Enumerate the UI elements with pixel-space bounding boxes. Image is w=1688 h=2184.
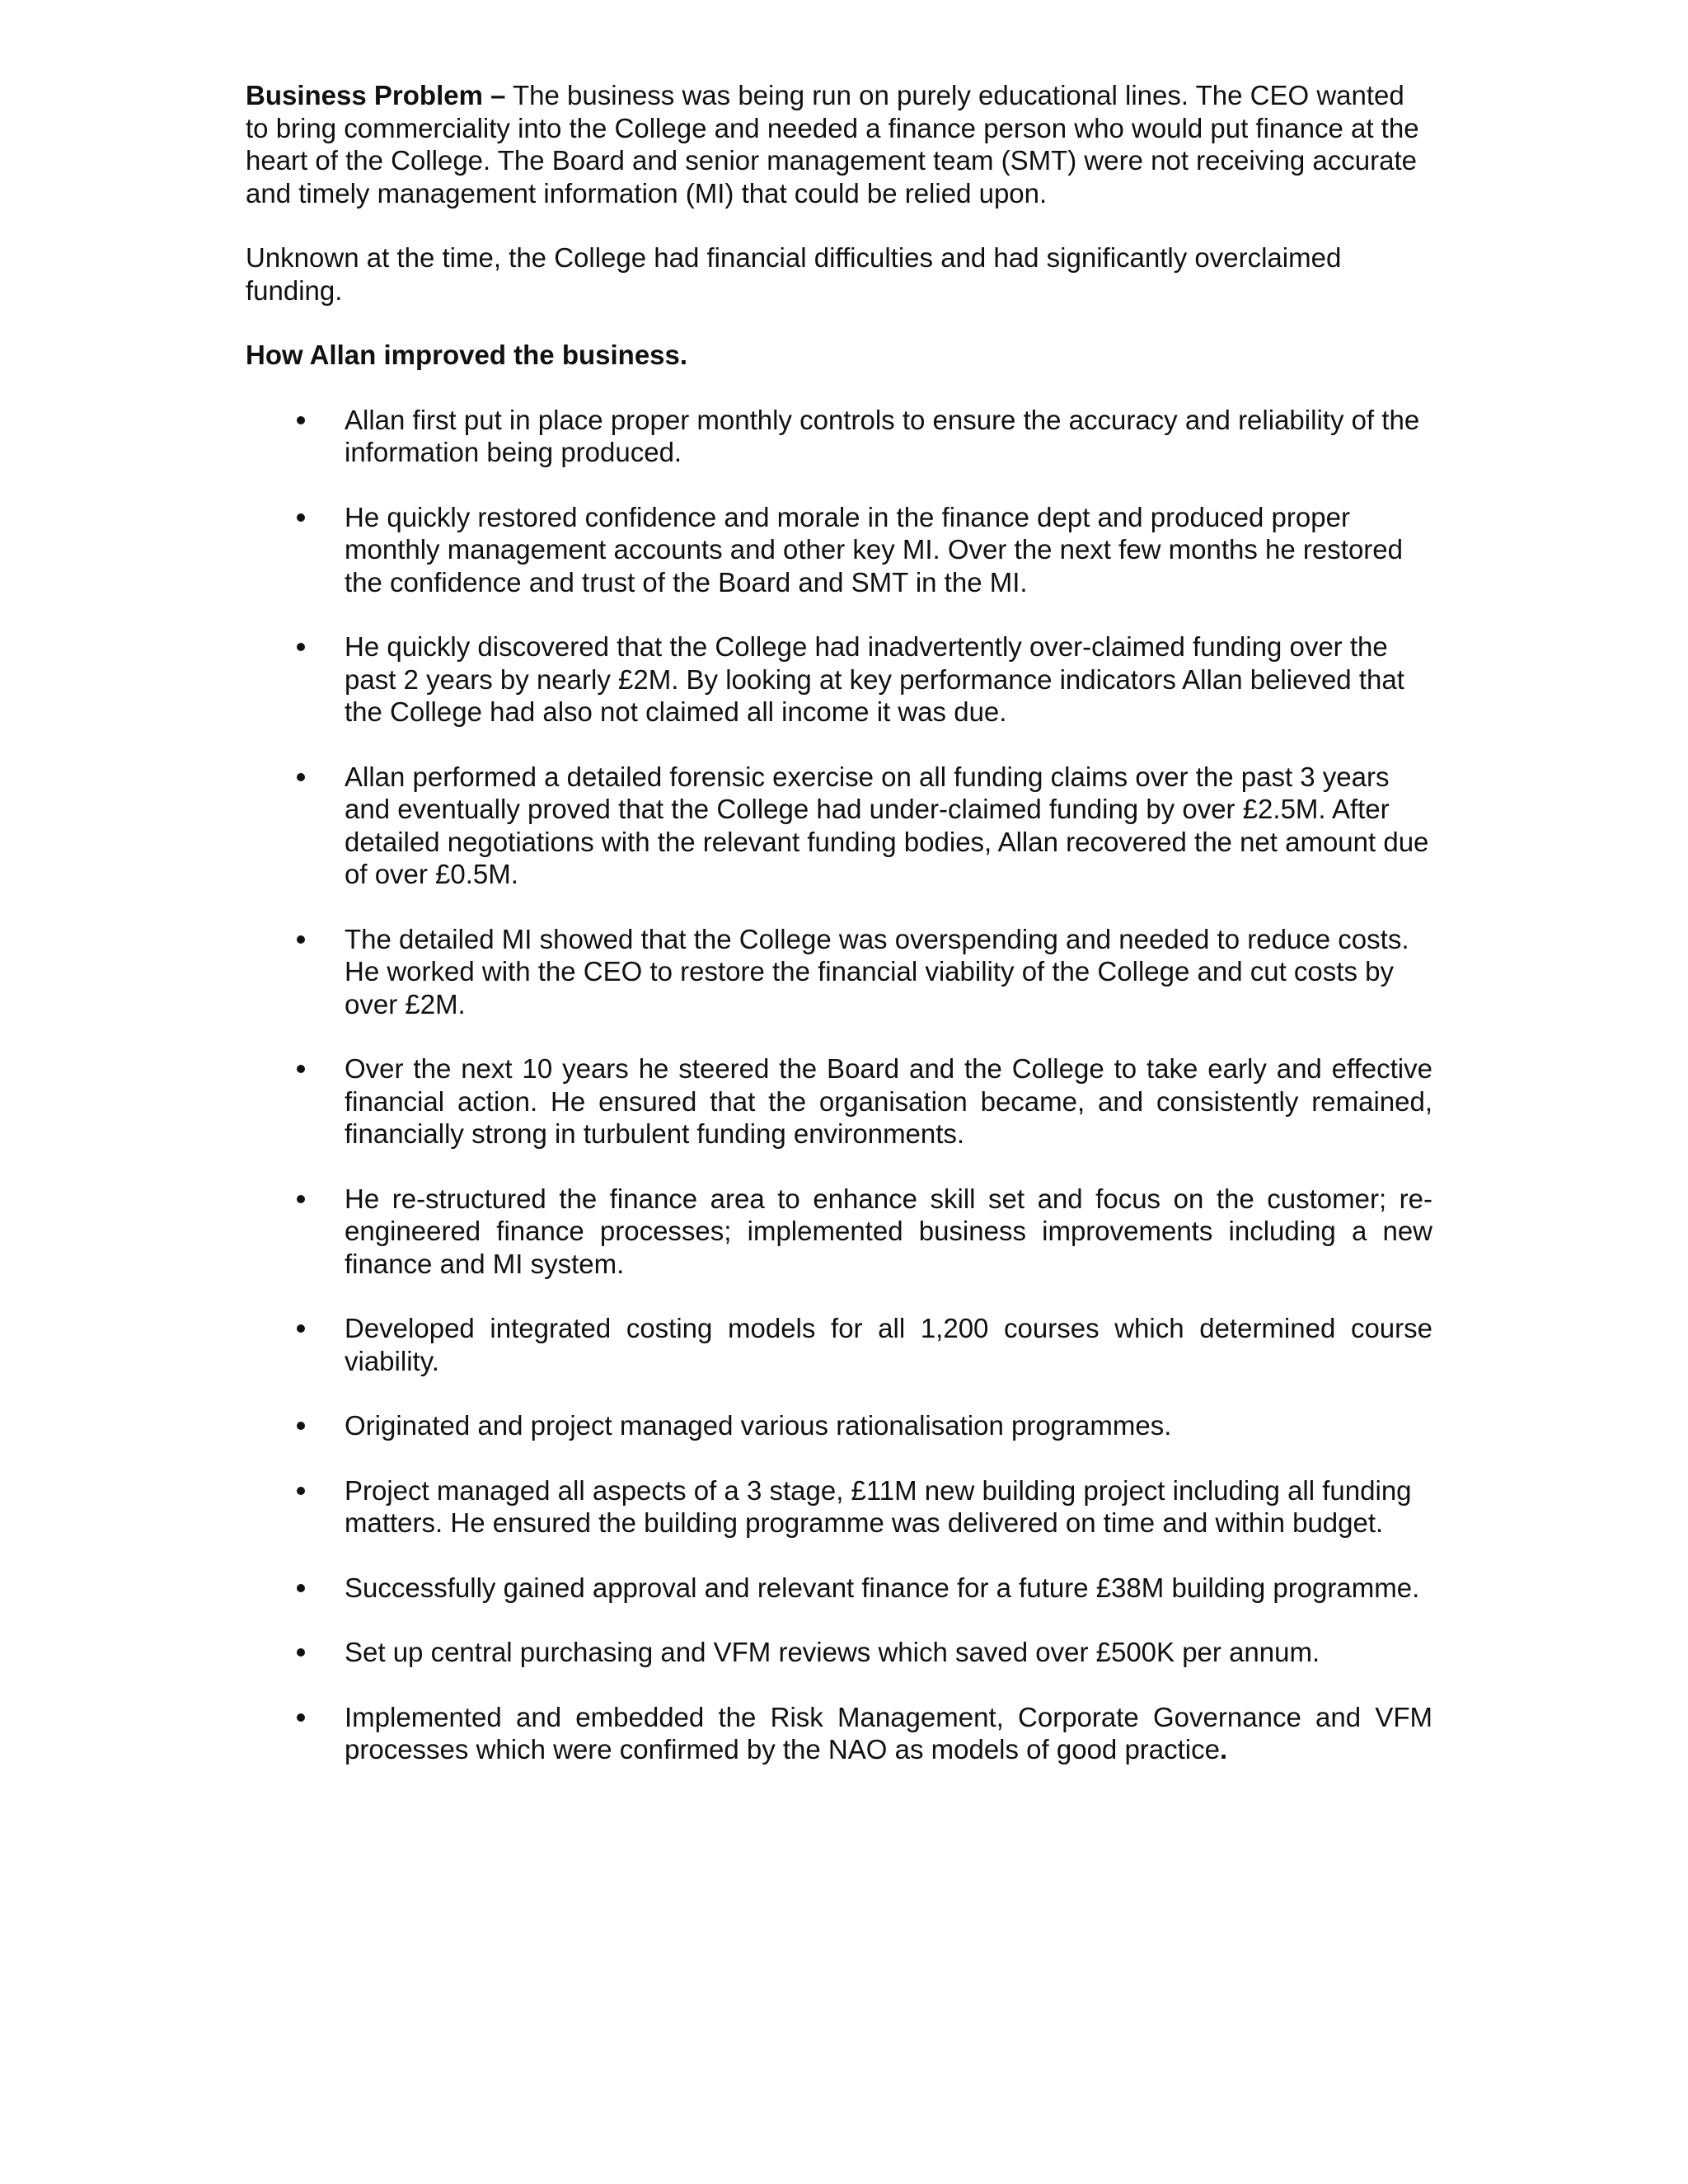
list-item xyxy=(246,923,1432,1021)
list-item-text: Allan performed a detailed forensic exercise on all funding claims over the past 3 years and eventually proved that the College had under-claimed funding by over £2.5M. After detailed negotiations with the relevant funding bodies, Allan recovered the net amount due of over £0.5M. xyxy=(345,761,1429,889)
document-page xyxy=(246,79,1432,1798)
bullet-icon xyxy=(297,416,305,424)
bullet-icon xyxy=(297,1648,305,1657)
list-item xyxy=(246,1636,1432,1669)
list-item-text: Project managed all aspects of a 3 stage, £11M new building project including all funding matters. He ensured the building programme was delivered on time and within budget. xyxy=(345,1474,1412,1538)
list-item xyxy=(246,1312,1432,1377)
list-item-text: Originated and project managed various rationalisation programmes. xyxy=(345,1410,1172,1441)
improvements-list xyxy=(246,404,1432,1766)
list-item-text: Allan first put in place proper monthly controls to ensure the accuracy and reliability of the information being produced. xyxy=(345,404,1420,467)
bullet-icon xyxy=(297,935,305,944)
list-item xyxy=(246,1701,1432,1766)
list-item xyxy=(246,761,1432,891)
bullet-icon xyxy=(297,1324,305,1333)
list-item-text: The detailed MI showed that the College was overspending and needed to reduce costs. He worked with the CEO to restore the financial viability of the College and cut costs by over £2M. xyxy=(345,923,1409,1019)
business-problem-paragraph xyxy=(246,79,1432,209)
bullet-icon xyxy=(297,513,305,522)
list-item xyxy=(246,404,1432,469)
business-problem-label: Business Problem – xyxy=(246,80,506,110)
list-item-text: Implemented and embedded the Risk Management, Corporate Governance and VFM processes which were confirmed by the NAO as models of good practice xyxy=(345,1701,1432,1765)
list-item-text: Set up central purchasing and VFM reviews which saved over £500K per annum. xyxy=(345,1637,1320,1667)
list-item-text: Successfully gained approval and relevant finance for a future £38M building programme. xyxy=(345,1572,1420,1603)
business-problem-text: The business was being run on purely educational lines. The CEO wanted to bring commerciality into the College and needed a finance person who would put finance at the heart of the College. The Board and senior management team (SMT) were not receiving accurate and timely management information (MI) that could be relied upon. xyxy=(246,80,1419,209)
list-item-end-mark: . xyxy=(1220,1734,1228,1765)
list-item xyxy=(246,1409,1432,1442)
list-item-text: Developed integrated costing models for all 1,200 courses which determined course viability. xyxy=(345,1313,1432,1376)
list-item-text: Over the next 10 years he steered the Board and the College to take early and effective financial action. He ensured that the organisation became, and consistently remained, financially strong in turbulent funding environments. xyxy=(345,1053,1432,1149)
list-item-text: He quickly discovered that the College had inadvertently over-claimed funding over the past 2 years by nearly £2M. By looking at key performance indicators Allan believed that the College had also not claimed all income it was due. xyxy=(345,631,1404,727)
bullet-icon xyxy=(297,1487,305,1495)
bullet-icon xyxy=(297,773,305,781)
bullet-icon xyxy=(297,1422,305,1430)
list-item xyxy=(246,1474,1432,1540)
bullet-icon xyxy=(297,1195,305,1203)
list-item xyxy=(246,630,1432,729)
list-item xyxy=(246,501,1432,599)
list-item-text: He re-structured the finance area to enhance skill set and focus on the customer; re-engineered finance processes; implemented business improvements including a new finance and MI system. xyxy=(345,1183,1432,1279)
bullet-icon xyxy=(297,1065,305,1073)
bullet-icon xyxy=(297,1713,305,1722)
section-heading: How Allan improved the business. xyxy=(246,340,688,370)
bullet-icon xyxy=(297,643,305,651)
list-item-text: He quickly restored confidence and morale in the finance dept and produced proper monthly management accounts and other key MI. Over the next few months he restored the confidence and trust of the Board and SMT in the MI. xyxy=(345,501,1403,598)
list-item xyxy=(246,1183,1432,1281)
list-item xyxy=(246,1572,1432,1605)
financial-difficulties-paragraph: Unknown at the time, the College had financial difficulties and had significantly overclaimed funding. xyxy=(246,242,1342,306)
bullet-icon xyxy=(297,1584,305,1592)
list-item xyxy=(246,1052,1432,1151)
